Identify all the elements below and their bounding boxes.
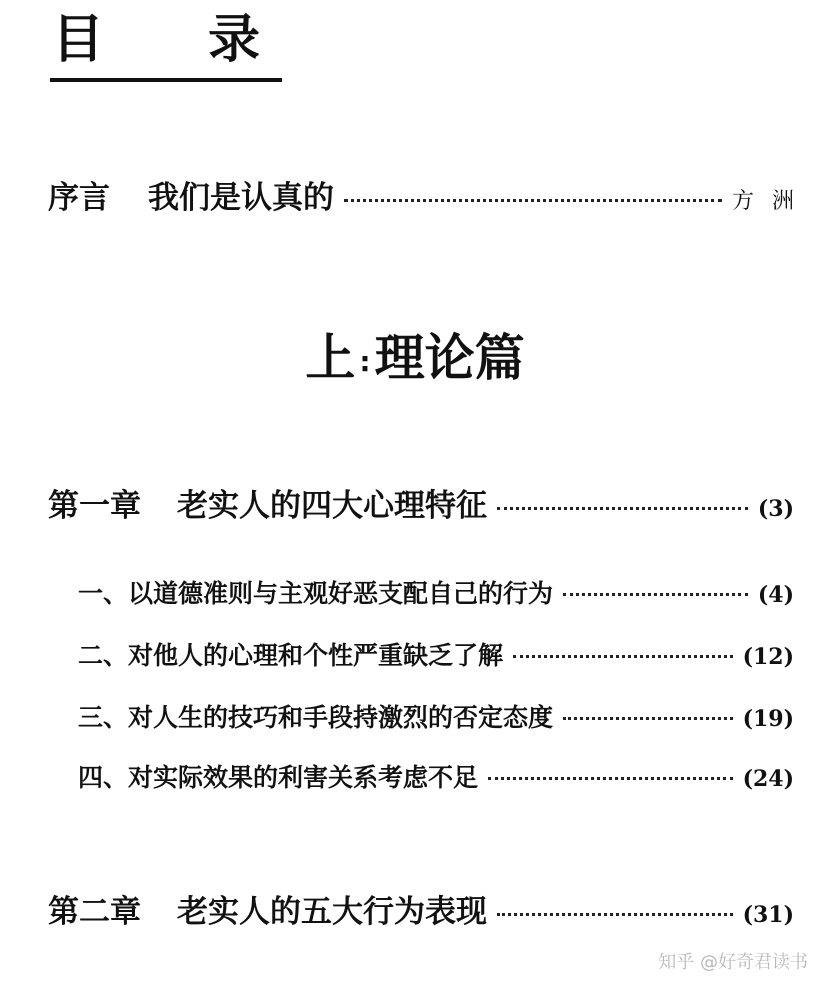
watermark: 知乎 @好奇君读书 [658,952,808,973]
preface-title: 我们是认真的 [148,180,334,216]
heading-underline [50,78,282,82]
chapter-entry[interactable] [48,480,794,525]
part-title [0,318,830,390]
section-title: 一、以道德准则与主观好恶支配自己的行为 [78,579,554,608]
chapter-label: 第一章 [48,488,141,524]
section-page: (24) [742,766,794,792]
section-entry[interactable] [78,636,794,672]
section-page: (19) [742,706,794,732]
preface-entry[interactable] [48,172,812,217]
leader-dots [513,655,733,658]
preface-author: 方洲 [731,189,812,214]
part-prefix: 上 [305,329,356,387]
leader-dots [497,507,748,510]
part-name: 理论篇 [374,329,525,387]
chapter-entry[interactable] [48,886,794,931]
toc-heading-left: 目 [52,10,105,70]
section-entry[interactable] [78,698,794,734]
leader-dots [497,913,733,916]
leader-dots [563,717,733,720]
section-entry[interactable] [78,758,794,794]
section-entry[interactable] [78,574,794,610]
toc-heading-right: 录 [208,10,261,70]
section-title: 二、对他人的心理和个性严重缺乏了解 [78,641,504,670]
section-page: (4) [757,582,794,608]
part-colon: : [359,345,371,378]
preface-label: 序言 [48,180,110,216]
chapter-page: (31) [742,902,794,928]
section-title: 三、对人生的技巧和手段持激烈的否定态度 [78,703,554,732]
leader-dots [488,777,733,780]
chapter-label: 第二章 [48,894,141,930]
chapter-page: (3) [757,496,794,522]
chapter-title: 老实人的五大行为表现 [177,894,487,930]
toc-heading [52,10,261,70]
leader-dots [563,593,748,596]
leader-dots [344,199,722,202]
section-title: 四、对实际效果的利害关系考虑不足 [78,763,479,792]
section-page: (12) [742,644,794,670]
chapter-title: 老实人的四大心理特征 [177,488,487,524]
